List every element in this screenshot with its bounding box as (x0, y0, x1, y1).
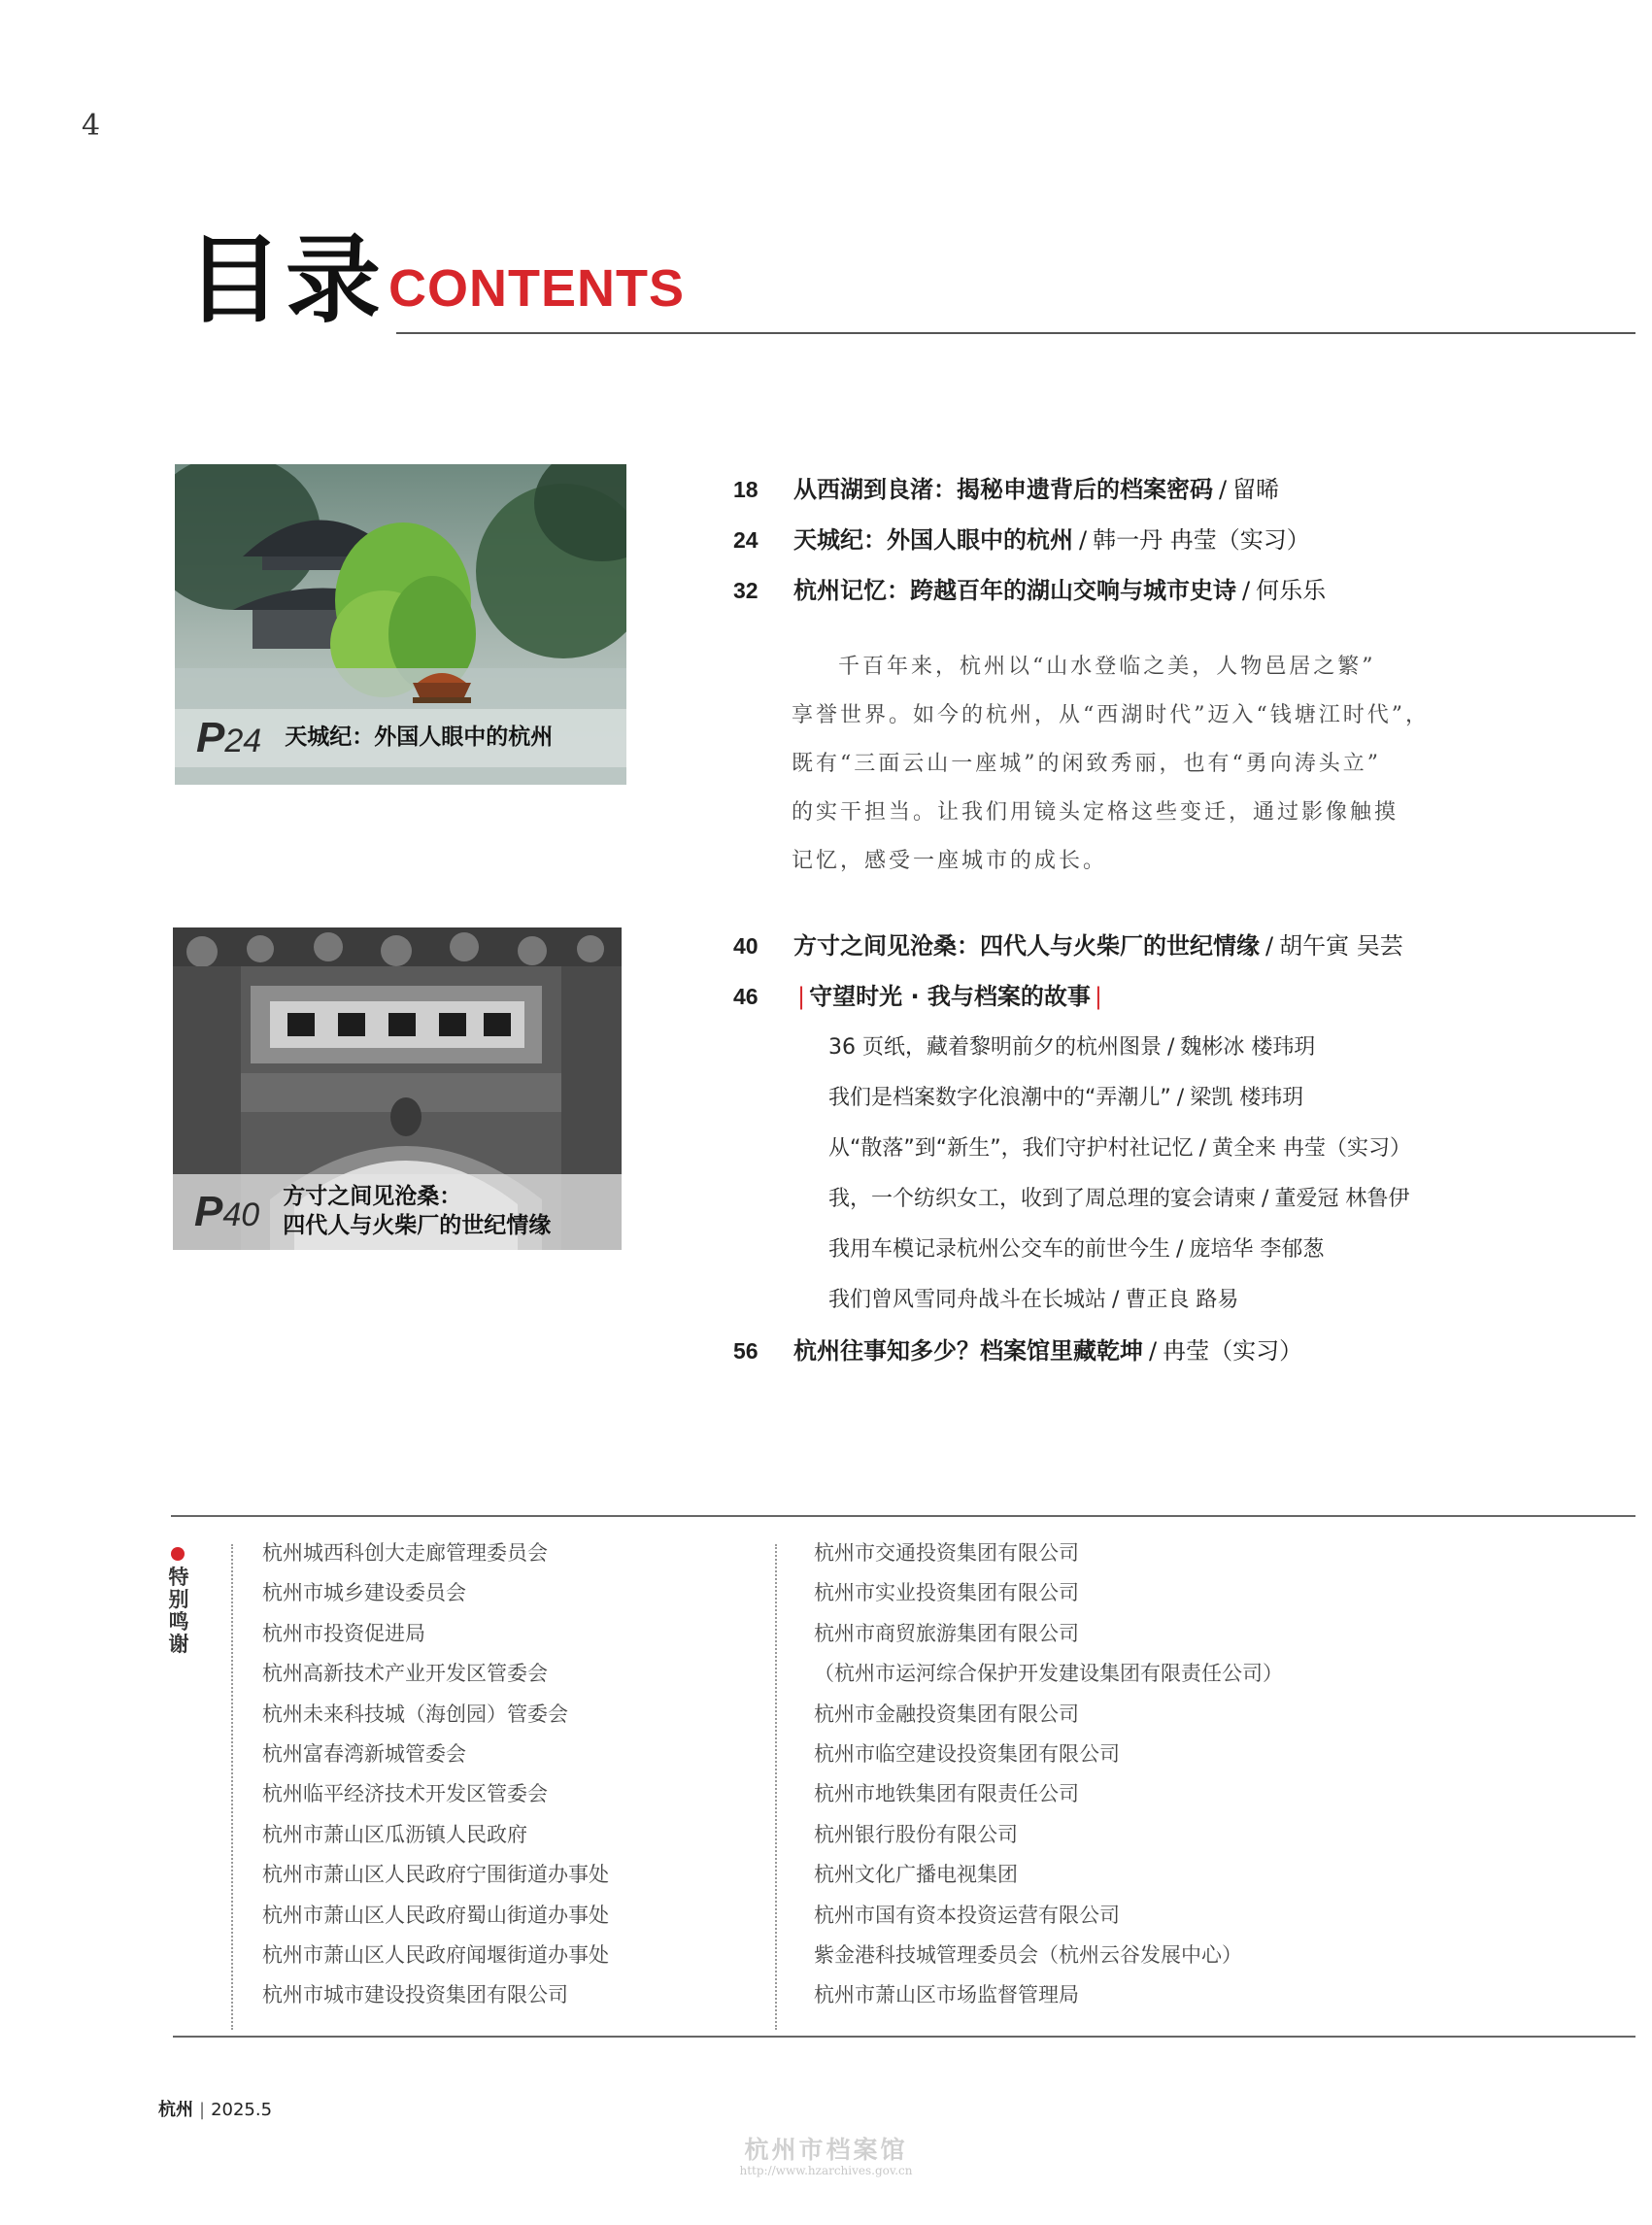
accent-bar: | (1094, 983, 1103, 1010)
toc-entry[interactable]: 18 从西湖到良渚：揭秘申遗背后的档案密码 / 留晞 (733, 476, 1280, 503)
toc-page-number: 40 (733, 933, 759, 959)
ack-item: 杭州文化广播电视集团 (814, 1863, 1018, 1887)
toc-page-number: 46 (733, 984, 759, 1009)
toc-author: 冉莹（实习） (1163, 1337, 1303, 1365)
ack-item: 杭州市实业投资集团有限公司 (814, 1581, 1079, 1605)
thumbnail-caption-text: 方寸之间见沧桑： 四代人与火柴厂的世纪情缘 (283, 1184, 552, 1238)
ack-item: 杭州市萧山区人民政府闻堰街道办事处 (262, 1942, 609, 1967)
toc-author: 何乐乐 (1256, 577, 1327, 604)
ack-item: 杭州市萧山区瓜沥镇人民政府 (262, 1822, 527, 1846)
acknowledgements-column-1 (262, 1538, 609, 2021)
toc-entry[interactable]: 24 天城纪：外国人眼中的杭州 / 韩一丹 冉莹（实习） (733, 526, 1310, 554)
contents-title-en: CONTENTS (388, 259, 685, 318)
ack-item: 杭州市城乡建设委员会 (262, 1581, 466, 1605)
magazine-name: 杭州 (158, 2100, 193, 2120)
acknowledgements-bottom-rule (173, 2036, 1635, 2038)
page-number: 4 (82, 109, 101, 143)
ack-item: 杭州市国有资本投资运营有限公司 (814, 1903, 1120, 1927)
toc-entry-section[interactable] (733, 982, 1106, 1011)
ack-item: 杭州城西科创大走廊管理委员会 (262, 1541, 548, 1565)
accent-bar: | (797, 983, 806, 1010)
toc-title: 从西湖到良渚：揭秘申遗背后的档案密码 (793, 476, 1213, 503)
ack-item: 杭州未来科技城（海创园）管委会 (262, 1702, 568, 1726)
acknowledgements-label: 特别鸣谢 (168, 1566, 189, 1656)
toc-author: 庞培华 李郁葱 (1189, 1237, 1325, 1262)
toc-author: 魏彬冰 楼玮玥 (1180, 1035, 1316, 1060)
toc-author: 曹正良 路易 (1125, 1288, 1239, 1312)
toc-author: 梁凯 楼玮玥 (1190, 1086, 1304, 1110)
dotted-divider (231, 1544, 233, 2030)
ack-item: 杭州市萧山区人民政府蜀山街道办事处 (262, 1903, 609, 1927)
toc-author: 韩一丹 冉莹（实习） (1093, 526, 1310, 554)
page-marker: P40 (194, 1188, 260, 1235)
ack-item: 杭州市商贸旅游集团有限公司 (814, 1621, 1079, 1645)
issue-number: 2025.5 (211, 2100, 273, 2120)
toc-author: 胡午寅 吴芸 (1279, 932, 1403, 960)
toc-sub-title: 我们是档案数字化浪潮中的“弄潮儿” (828, 1086, 1171, 1110)
ack-item: （杭州市运河综合保护开发建设集团有限责任公司） (814, 1662, 1283, 1686)
title-divider (396, 332, 1635, 334)
ack-item: 杭州市临空建设投资集团有限公司 (814, 1741, 1120, 1766)
ack-item: 紫金港科技城管理委员会（杭州云谷发展中心） (814, 1942, 1242, 1967)
toc-sub-entry[interactable]: 我，一个纺织女工，收到了周总理的宴会请柬 / 董爱冠 林鲁伊 (828, 1187, 1410, 1211)
bullet-dot-icon (171, 1547, 185, 1561)
ack-item: 杭州市地铁集团有限责任公司 (814, 1782, 1079, 1806)
toc-title: 方寸之间见沧桑：四代人与火柴厂的世纪情缘 (793, 932, 1260, 960)
ack-item: 杭州银行股份有限公司 (814, 1822, 1018, 1846)
toc-author: 留晞 (1232, 476, 1280, 503)
toc-page-number: 32 (733, 578, 759, 603)
toc-title: 杭州往事知多少？档案馆里藏乾坤 (793, 1337, 1143, 1365)
ack-item: 杭州临平经济技术开发区管委会 (262, 1782, 548, 1806)
toc-sub-title: 36 页纸，藏着黎明前夕的杭州图景 (828, 1035, 1162, 1060)
dotted-divider (775, 1544, 777, 2030)
ack-item: 杭州富春湾新城管委会 (262, 1741, 466, 1766)
toc-sub-entry[interactable]: 我们曾风雪同舟战斗在长城站 / 曹正良 路易 (828, 1288, 1239, 1312)
toc-entry[interactable]: 56 杭州往事知多少？档案馆里藏乾坤 / 冉莹（实习） (733, 1337, 1303, 1365)
toc-page-number: 24 (733, 527, 759, 553)
section-intro: 千百年来，杭州以“山水登临之美，人物邑居之繁” 享誉世界。如今的杭州，从“西湖时代”迈入“钱塘江时代”， 既有“三面云山一座城”的闲致秀丽，也有“勇向涛头立” 的实干担当。让我们用镜头定格这些变迁，通过影像触摸 记忆，感受一座城市的成长。 (792, 655, 1430, 873)
toc-page-number: 56 (733, 1338, 759, 1364)
toc-entry[interactable]: 32 杭州记忆：跨越百年的湖山交响与城市史诗 / 何乐乐 (733, 577, 1327, 604)
thumbnail-caption (175, 709, 626, 767)
toc-sub-title: 从“散落”到“新生”，我们守护村社记忆 (828, 1136, 1194, 1161)
acknowledgements-column-2 (814, 1538, 1283, 2021)
ack-item: 杭州市萧山区市场监督管理局 (814, 1983, 1079, 2007)
toc-sub-title: 我，一个纺织女工，收到了周总理的宴会请柬 (828, 1187, 1257, 1211)
acknowledgements-top-rule (171, 1515, 1635, 1517)
toc-entry[interactable]: 40 方寸之间见沧桑：四代人与火柴厂的世纪情缘 / 胡午寅 吴芸 (733, 932, 1403, 960)
contents-title-cn: 目录 (186, 225, 386, 336)
ack-item: 杭州市投资促进局 (262, 1621, 425, 1645)
toc-sub-entry[interactable]: 36 页纸，藏着黎明前夕的杭州图景 / 魏彬冰 楼玮玥 (828, 1035, 1316, 1060)
ack-item: 杭州市萧山区人民政府宁围街道办事处 (262, 1863, 609, 1887)
toc-author: 董爱冠 林鲁伊 (1274, 1187, 1410, 1211)
thumbnail-caption-text: 天城纪：外国人眼中的杭州 (285, 725, 554, 751)
ack-item: 杭州市金融投资集团有限公司 (814, 1702, 1079, 1726)
page-marker: P24 (196, 714, 262, 761)
toc-page-number: 18 (733, 477, 759, 502)
toc-sub-entry[interactable]: 从“散落”到“新生”，我们守护村社记忆 / 黄全来 冉莹（实习） (828, 1136, 1412, 1161)
toc-sub-entry[interactable]: 我们是档案数字化浪潮中的“弄潮儿” / 梁凯 楼玮玥 (828, 1086, 1304, 1110)
toc-title: 守望时光 · 我与档案的故事 (809, 983, 1091, 1010)
page-footer: 杭州 | 2025.5 (158, 2100, 273, 2120)
feature-thumbnail-p24[interactable] (175, 464, 626, 785)
ack-item: 杭州市城市建设投资集团有限公司 (262, 1983, 568, 2007)
ack-item: 杭州高新技术产业开发区管委会 (262, 1662, 548, 1686)
toc-sub-title: 我们曾风雪同舟战斗在长城站 (828, 1288, 1107, 1312)
ack-item: 杭州市交通投资集团有限公司 (814, 1541, 1079, 1565)
watermark-name: 杭州市档案馆 (744, 2136, 908, 2164)
toc-sub-title: 我用车模记录杭州公交车的前世今生 (828, 1237, 1171, 1262)
toc-author: 黄全来 冉莹（实习） (1212, 1136, 1412, 1161)
watermark-url: http://www.hzarchives.gov.cn (739, 2164, 913, 2177)
toc-title: 杭州记忆：跨越百年的湖山交响与城市史诗 (793, 577, 1236, 604)
toc-sub-entry[interactable]: 我用车模记录杭州公交车的前世今生 / 庞培华 李郁葱 (828, 1237, 1325, 1262)
thumbnail-caption (173, 1174, 622, 1250)
feature-thumbnail-p40[interactable] (173, 927, 622, 1250)
toc-title: 天城纪：外国人眼中的杭州 (793, 526, 1073, 554)
